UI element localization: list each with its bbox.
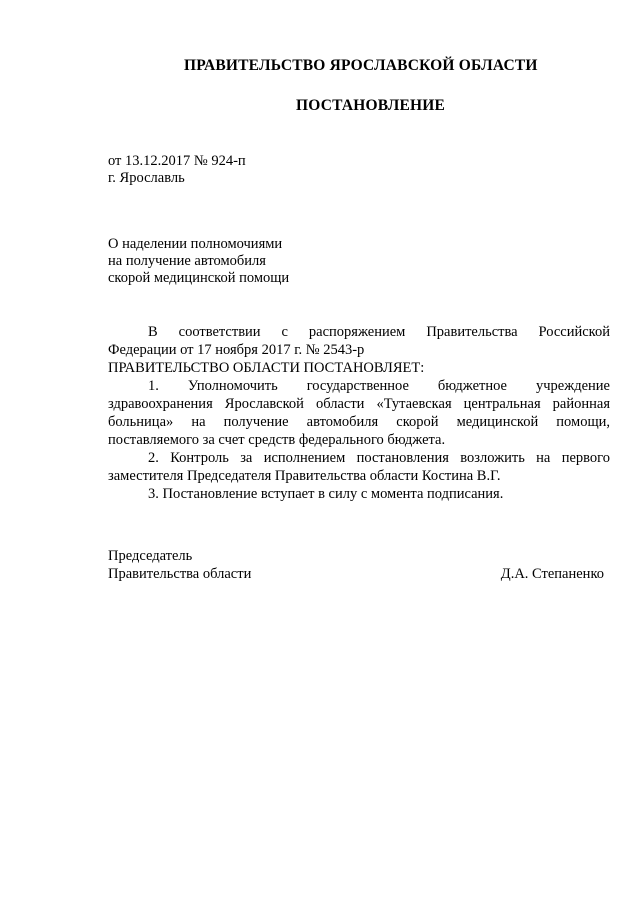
item-1-line: 1. Уполномочить государственное бюджетное учреждение (148, 378, 610, 394)
government-title: ПРАВИТЕЛЬСТВО ЯРОСЛАВСКОЙ ОБЛАСТИ (184, 57, 538, 74)
signatory-title: Правительства области (108, 566, 252, 582)
document-body (108, 323, 610, 503)
document-subject (108, 236, 289, 287)
item-2-line: 2. Контроль за исполнением постановления возложить на первого (148, 450, 610, 466)
item-2-line: заместителя Председателя Правительства области Костина В.Г. (108, 468, 501, 484)
signature-block (108, 547, 604, 583)
document-type-title: ПОСТАНОВЛЕНИЕ (296, 97, 446, 114)
date-number: от 13.12.2017 № 924-п (108, 153, 246, 169)
preamble-line: Федерации от 17 ноября 2017 г. № 2543-р (108, 342, 365, 358)
preamble-line: В соответствии с распоряжением Правительства Российской (148, 324, 610, 340)
subject-line: на получение автомобиля (108, 253, 266, 269)
item-1-line: здравоохранения Ярославской области «Тутаевская центральная районная (108, 396, 610, 412)
city: г. Ярославль (108, 170, 185, 186)
item-3-line: 3. Постановление вступает в силу с момента подписания. (148, 486, 504, 502)
item-1-line: больница» на получение автомобиля скорой медицинской помощи, (108, 414, 610, 430)
item-1-line: поставляемого за счет средств федерального бюджета. (108, 432, 446, 448)
subject-line: О наделении полномочиями (108, 236, 283, 252)
document-meta (108, 153, 246, 187)
decree-line: ПРАВИТЕЛЬСТВО ОБЛАСТИ ПОСТАНОВЛЯЕТ: (108, 360, 425, 376)
signatory-name: Д.А. Степаненко (500, 566, 604, 582)
signatory-title: Председатель (108, 548, 193, 564)
subject-line: скорой медицинской помощи (108, 270, 290, 286)
